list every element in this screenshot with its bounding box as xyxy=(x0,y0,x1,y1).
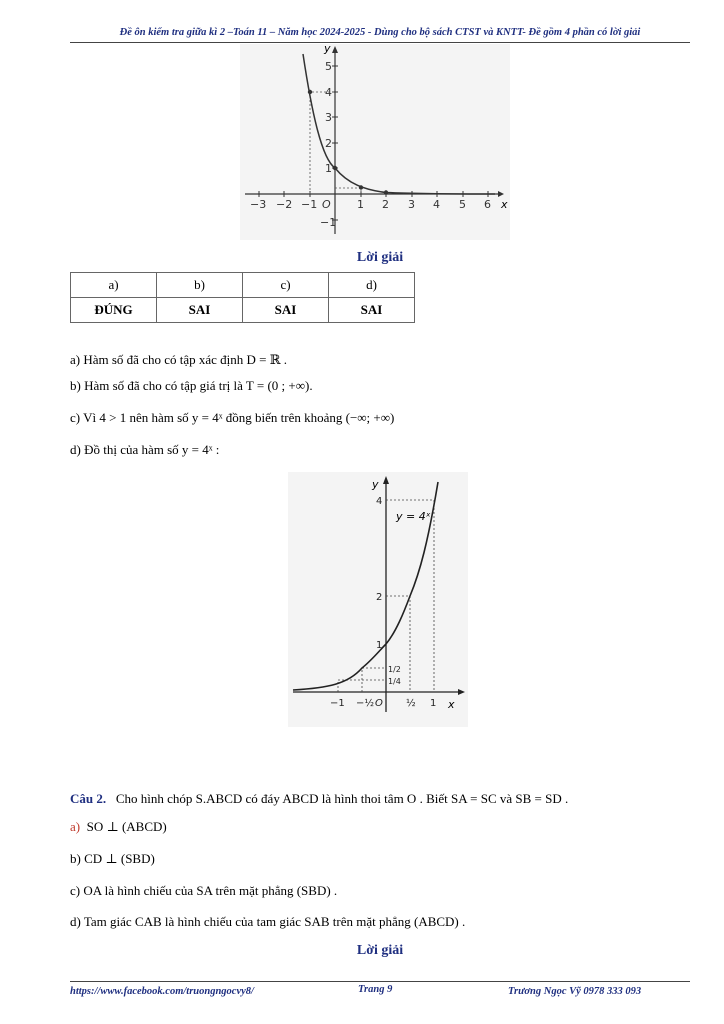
x-tick: ½ xyxy=(406,698,416,709)
footer-link[interactable]: https://www.facebook.com/truongngocvy8/ xyxy=(70,986,254,997)
explanation-a: a) Hàm số đã cho có tập xác định D = ℝ . xyxy=(70,352,288,367)
x-tick: 5 xyxy=(459,198,466,211)
x-tick: 6 xyxy=(484,198,491,211)
y-tick: 1/2 xyxy=(388,665,401,674)
function-label: y = 4ˣ xyxy=(396,510,431,523)
question-text: Cho hình chóp S.ABCD có đáy ABCD là hình thoi tâm O . Biết SA = SC và SB = SD . xyxy=(115,791,569,806)
footer-author: Trương Ngọc Vỹ 0978 333 093 xyxy=(508,986,642,997)
page-number: Trang 9 xyxy=(358,984,393,995)
solution-title: Lời giải xyxy=(356,250,404,265)
y-tick: −1 xyxy=(320,216,337,229)
y-axis-label: y xyxy=(324,44,331,55)
page-header: Đề ôn kiểm tra giữa kì 2 –Toán 11 – Năm học 2024-2025 - Dùng cho bộ sách CTST và KNTT- Đề gồm 4 phần có lời giải xyxy=(119,27,641,38)
question-label: Câu 2. xyxy=(70,791,107,806)
x-tick: O xyxy=(375,698,383,709)
header-divider xyxy=(70,42,690,43)
y-tick: 3 xyxy=(325,111,332,124)
x-tick: −2 xyxy=(276,198,293,211)
explanation-d: d) Đồ thị của hàm số y = 4ˣ : xyxy=(70,442,220,457)
x-tick: 4 xyxy=(433,198,440,211)
answer-value: SAI xyxy=(243,298,329,323)
answer-header: b) xyxy=(157,273,243,298)
x-tick: 3 xyxy=(408,198,415,211)
y-tick: 1 xyxy=(325,162,332,175)
y-tick: 1 xyxy=(376,640,383,651)
y-tick: 2 xyxy=(376,592,383,603)
footer-divider xyxy=(70,981,690,982)
answer-value: SAI xyxy=(329,298,415,323)
explanation-b: b) Hàm số đã cho có tập giá trị là T = (0 ; +∞). xyxy=(70,378,313,393)
option-a-label: a) xyxy=(70,819,81,834)
answer-header: a) xyxy=(71,273,157,298)
y-tick: 4 xyxy=(376,496,383,507)
answer-value: SAI xyxy=(157,298,243,323)
answer-header: d) xyxy=(329,273,415,298)
x-tick: 1 xyxy=(357,198,364,211)
x-tick: −1 xyxy=(301,198,318,211)
answer-table xyxy=(70,272,415,323)
question-2-option-a xyxy=(70,819,167,835)
y-axis-label: y xyxy=(372,478,379,491)
x-tick: −½ xyxy=(356,698,375,709)
x-tick: −3 xyxy=(250,198,267,211)
x-axis-label: x xyxy=(501,198,508,211)
question-2-option-d: d) Tam giác CAB là hình chiếu của tam giác SAB trên mặt phẳng (ABCD) . xyxy=(70,914,466,929)
graph-exponential-4x xyxy=(288,472,468,727)
y-tick: 4 xyxy=(325,86,332,99)
x-tick: O xyxy=(322,198,331,211)
graph-decreasing-exponential xyxy=(240,44,510,240)
solution-title: Lời giải xyxy=(356,943,404,958)
answer-header: c) xyxy=(243,273,329,298)
question-2-stem xyxy=(70,791,568,807)
x-tick: −1 xyxy=(330,698,345,709)
y-tick: 2 xyxy=(325,137,332,150)
y-tick: 5 xyxy=(325,60,332,73)
answer-value: ĐÚNG xyxy=(71,298,157,323)
explanation-c: c) Vì 4 > 1 nên hàm số y = 4ˣ đồng biến trên khoảng (−∞; +∞) xyxy=(70,410,395,425)
option-a-text: SO ⊥ (ABCD) xyxy=(86,819,167,834)
y-tick: 1/4 xyxy=(388,677,401,686)
x-axis-label: x xyxy=(448,698,455,711)
question-2-option-b: b) CD ⊥ (SBD) xyxy=(70,851,155,866)
x-tick: 2 xyxy=(382,198,389,211)
question-2-option-c: c) OA là hình chiếu của SA trên mặt phẳng (SBD) . xyxy=(70,883,338,898)
x-tick: 1 xyxy=(430,698,437,709)
